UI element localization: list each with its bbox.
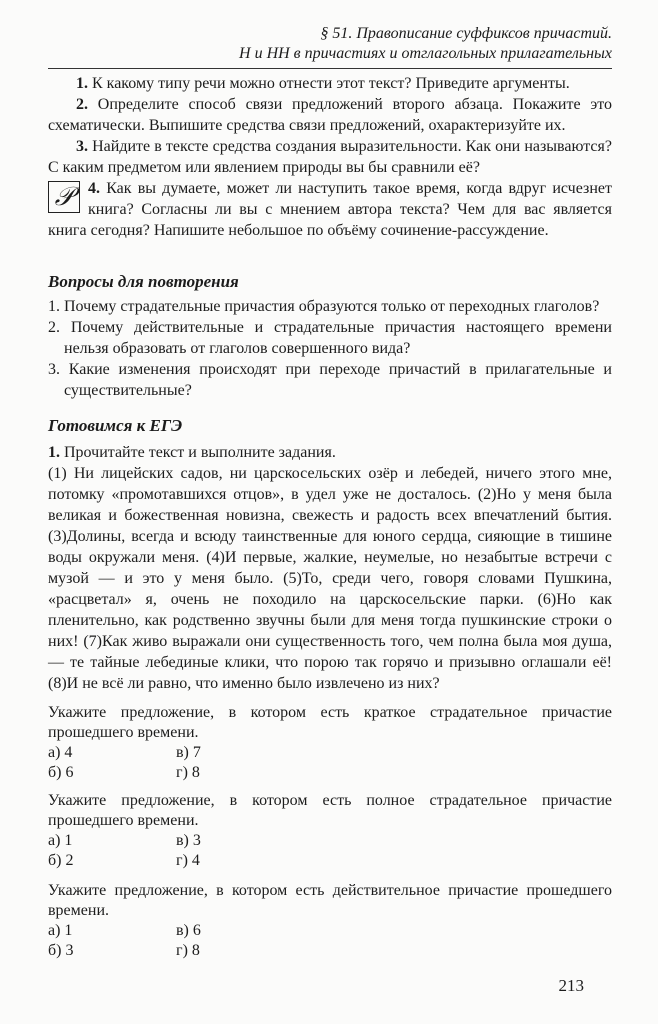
review-section [48,271,612,401]
page-content [48,24,612,996]
answer-option: б) 2 [48,852,74,869]
review-title: Вопросы для повторения [48,272,239,291]
answer-option: б) 6 [48,764,74,781]
answer-option: в) 6 [176,922,201,939]
exam-task: 1. Прочитайте текст и выполните задания. [48,444,336,461]
exam-section [48,415,612,961]
exam-task-3 [48,881,612,961]
review-item: 1. Почему страдательные причастия образуются только от переходных глаголов? [48,298,600,315]
answer-option: б) 3 [48,942,74,959]
review-item: 2. Почему действительные и страдательные причастия настоящего времени нельзя образовать от глаголов совершенного вида? [48,319,612,357]
header-section-title: § 51. Правописание суффиксов причастий. [320,25,612,42]
exam-title: Готовимся к ЕГЭ [48,416,183,435]
answer-option: г) 8 [176,764,200,781]
answer-option: г) 4 [176,852,200,869]
answer-option: г) 8 [176,942,200,959]
task-prompt: Укажите предложение, в котором есть краткое страдательное причастие прошедшего времени. [48,704,612,741]
review-item: 3. Какие изменения происходят при переходе причастий в прилагательные и существительные? [48,361,612,399]
question-3: 3. Найдите в тексте средства создания выразительности. Как они называются? С каким предметом или явлением природы вы бы сравнили её? [48,138,612,176]
exam-task-1 [48,703,612,783]
question-4: 𝒫 4. Как вы думаете, может ли наступить такое время, когда вдруг исчезнет книга? Согласны ли вы с мнением автора текста? Чем для вас является книга сегодня? Напишите небольшое по объёму сочинение-рассуждение. [48,180,613,239]
exam-task-2 [48,791,612,871]
exam-text: (1) Ни лицейских садов, ни царскосельских озёр и лебедей, ничего этого мне, потомку «промотавшихся отцов», в удел уже не досталось. (2)Но у меня была великая и божественная новизна, свежесть и радость всех впечатлений бытия. (3)Долины, всегда и всюду таинственные для юного сердца, сияющие в тишине воды окружали меня. (4)И первые, жалкие, неумелые, но незабытые встречи с музой — и это у меня было. (5)То, среди чего, говоря словами Пушкина, «расцветал» я, очень не походило на царскосельские парки. (6)Но как пленительно, как родственно звучны были для меня тогда пушкинские строки о них! (7)Как живо выражали они существенность того, чем полна была моя душа, — те тайные лебединые клики, что порою так горячо и призывно оглашали её! (8)И не всё ли равно, что именно было извлечено из них? [48,465,612,692]
questions-block [48,73,612,241]
question-1: 1. К какому типу речи можно отнести этот текст? Приведите аргументы. [76,75,570,92]
answer-option: в) 3 [176,832,201,849]
task-prompt: Укажите предложение, в котором есть полное страдательное причастие прошедшего времени. [48,792,612,829]
running-header [48,24,612,64]
answer-option: а) 1 [48,922,73,939]
answer-option: в) 7 [176,744,201,761]
question-2: 2. Определите способ связи предложений второго абзаца. Покажите это схематически. Выпишите средства связи предложений, охарактеризуйте их. [48,96,613,134]
speech-development-icon: 𝒫 [48,181,80,213]
answer-option: а) 4 [48,744,73,761]
page-number: 213 [558,976,584,995]
task-prompt: Укажите предложение, в котором есть действительное причастие прошедшего времени. [48,882,612,919]
header-divider [48,68,612,69]
header-subtitle: Н и НН в причастиях и отглагольных прилагательных [239,45,612,62]
answer-option: а) 1 [48,832,73,849]
